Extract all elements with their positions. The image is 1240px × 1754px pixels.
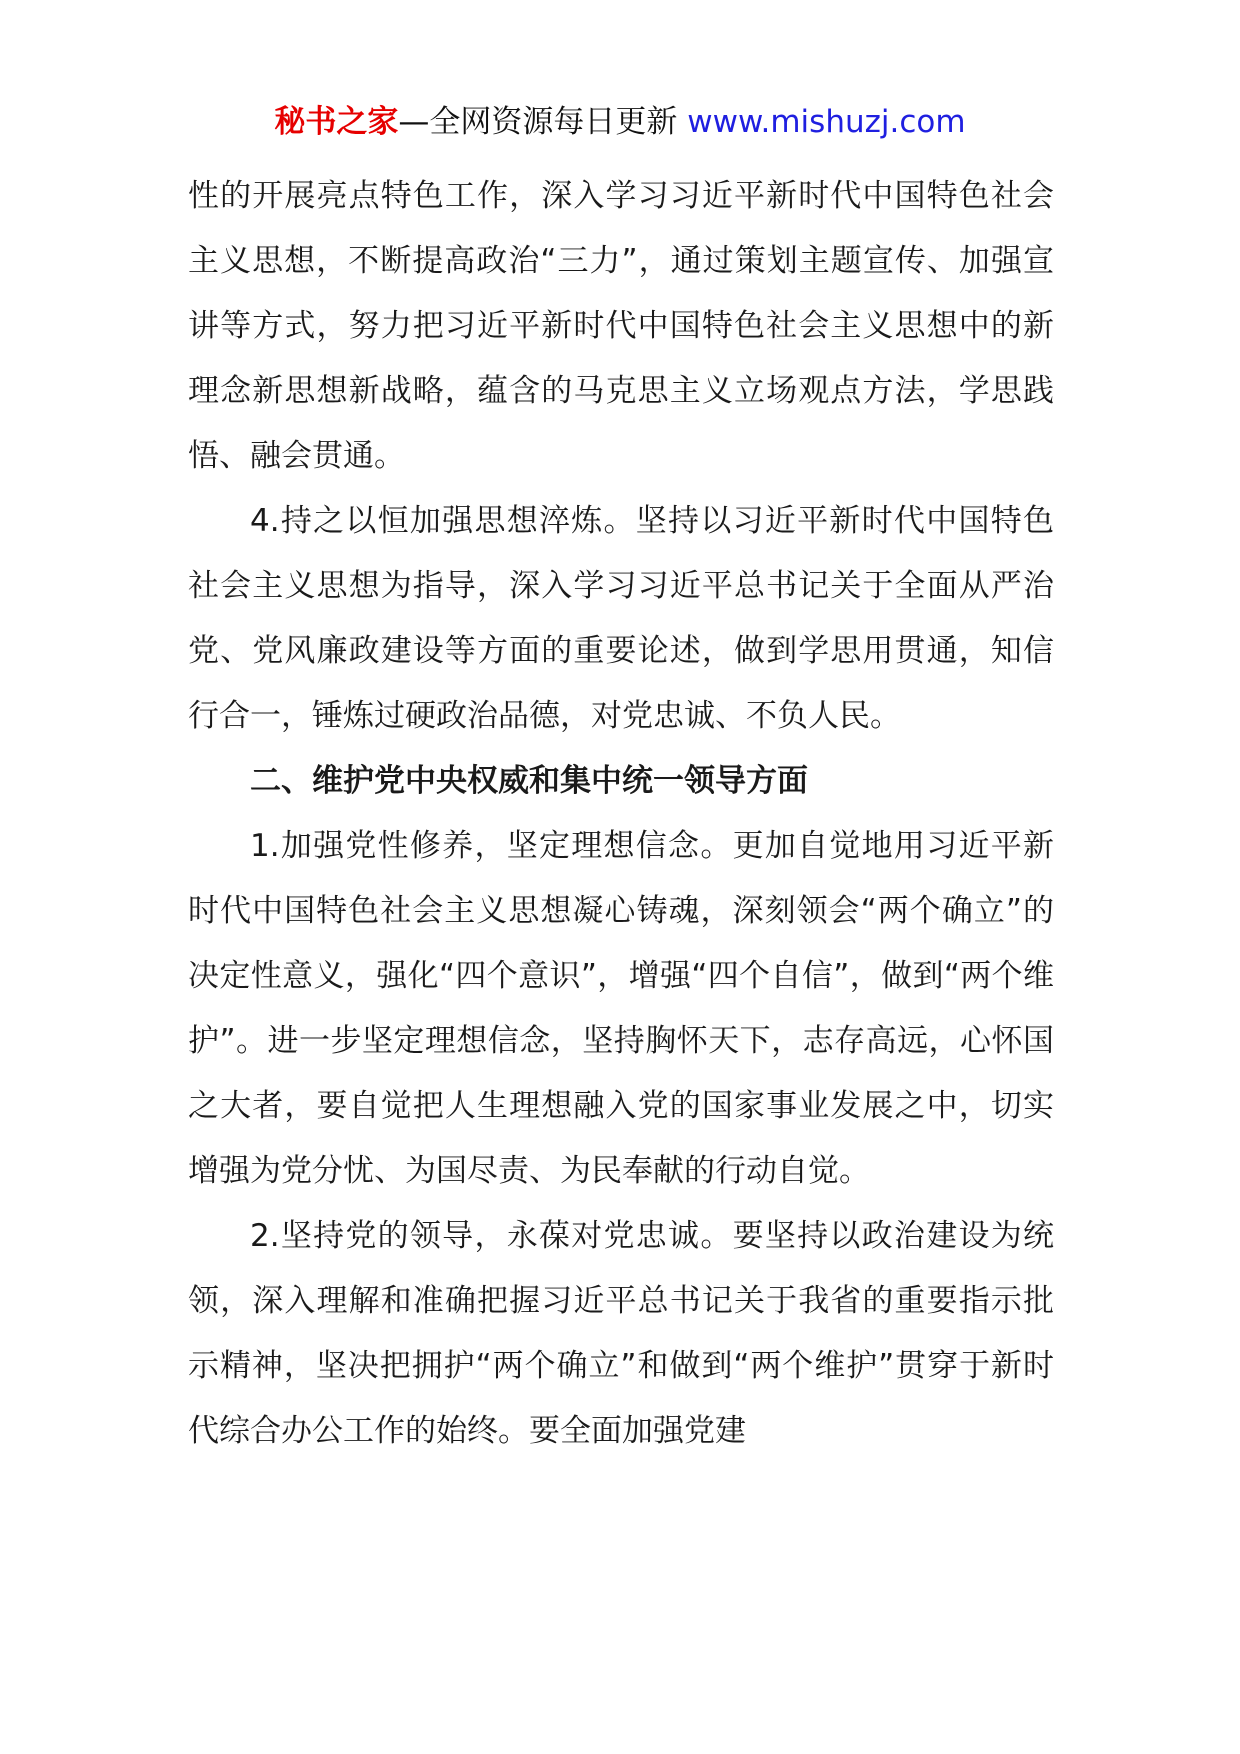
header-brand: 秘书之家 (274, 104, 399, 140)
document-body (188, 164, 1054, 1464)
header-url-link[interactable]: www.mishuzj.com (687, 104, 966, 140)
page-header (0, 100, 1240, 144)
header-tagline: —全网资源每日更新 (398, 104, 688, 140)
section-heading: 二、维护党中央权威和集中统一领导方面 (250, 763, 808, 799)
body-paragraph: 性的开展亮点特色工作，深入学习习近平新时代中国特色社会主义思想，不断提高政治“三力”，通过策划主题宣传、加强宣讲等方式，努力把习近平新时代中国特色社会主义思想中的新理念新思想新战略，蕴含的马克思主义立场观点方法，学思践悟、融会贯通。 (188, 178, 1054, 474)
body-paragraph: 1.加强党性修养，坚定理想信念。更加自觉地用习近平新时代中国特色社会主义思想凝心铸魂，深刻领会“两个确立”的决定性意义，强化“四个意识”，增强“四个自信”，做到“两个维护”。进一步坚定理想信念，坚持胸怀天下，志存高远，心怀国之大者，要自觉把人生理想融入党的国家事业发展之中，切实增强为党分忧、为国尽责、为民奉献的行动自觉。 (188, 828, 1054, 1189)
body-paragraph: 2.坚持党的领导，永葆对党忠诚。要坚持以政治建设为统领，深入理解和准确把握习近平总书记关于我省的重要指示批示精神，坚决把拥护“两个确立”和做到“两个维护”贯穿于新时代综合办公工作的始终。要全面加强党建 (188, 1218, 1054, 1449)
body-paragraph: 4.持之以恒加强思想淬炼。坚持以习近平新时代中国特色社会主义思想为指导，深入学习习近平总书记关于全面从严治党、党风廉政建设等方面的重要论述，做到学思用贯通，知信行合一，锤炼过硬政治品德，对党忠诚、不负人民。 (188, 503, 1054, 734)
